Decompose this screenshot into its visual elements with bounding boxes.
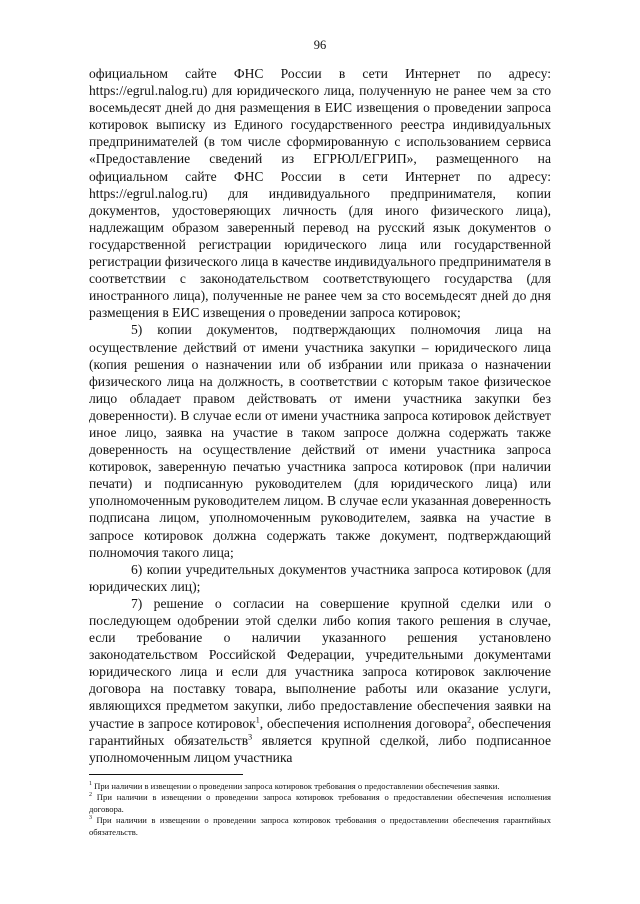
- footnote-1-text: При наличии в извещении о проведении запроса котировок требования о предоставлении обеспечения заявки.: [92, 781, 500, 791]
- paragraph-item-7: [89, 595, 551, 766]
- paragraph-item-7-part-b: , обеспечения исполнения договора: [259, 715, 468, 731]
- footnote-ref-2: 2: [467, 715, 472, 725]
- footnote-3: [89, 815, 551, 838]
- footnote-separator: [89, 774, 243, 775]
- paragraph-item-7-part-d: является крупной сделкой, либо подписанное уполномоченным лицом участника: [89, 732, 551, 765]
- paragraph-continuation: официальном сайте ФНС России в сети Интернет по адресу: https://egrul.nalog.ru) для юридического лица, полученную не ранее чем за сто восемьдесят дней до дня размещения в ЕИС извещения о проведении запроса котировок выписку из Единого государственного реестра индивидуальных предпринимателей (в том числе сформированную с использованием сервиса «Предоставление сведений из ЕГРЮЛ/ЕГРИП», размещенного на официальном сайте ФНС России в сети Интернет по адресу: https://egrul.nalog.ru) для индивидуального предпринимателя, копии документов, удостоверяющих личность (для иного физического лица), надлежащим образом заверенный перевод на русский язык документов о государственной регистрации юридического лица или государственной регистрации физического лица в качестве индивидуального предпринимателя в соответствии с законодательством соответствующего государства (для иностранного лица), полученные не ранее чем за сто восемьдесят дней до дня размещения в ЕИС извещения о проведении запроса котировок;: [89, 66, 551, 321]
- document-body: [89, 65, 551, 766]
- paragraph-item-6: 6) копии учредительных документов участника запроса котировок (для юридических лиц);: [89, 561, 551, 594]
- footnote-1: [89, 781, 551, 792]
- footnote-ref-3: 3: [248, 732, 253, 742]
- footnote-2: [89, 792, 551, 815]
- footnote-ref-1: 1: [255, 715, 260, 725]
- paragraph-item-7-part-a: 7) решение о согласии на совершение крупной сделки или о последующем одобрении этой сделки либо копия такого решения в случае, если требование о наличии указанного решения установлено законодательством Российской Федерации, учредительными документами юридического лица и если для участника запроса котировок заключение договора на поставку товара, выполнение работы или оказание услуги, являющихся предметом закупки, либо предоставление обеспечения заявки на участие в запросе котировок: [89, 595, 551, 731]
- paragraph-item-5: 5) копии документов, подтверждающих полномочия лица на осуществление действий от имени участника закупки – юридического лица (копия решения о назначении или об избрании или приказа о назначении физического лица на должность, в соответствии с которым такое физическое лицо обладает правом действовать от имени участника закупки без доверенности). В случае если от имени участника запроса котировок действует иное лицо, заявка на участие в таком запросе должна содержать также доверенность на осуществление действий от имени участника запроса котировок, заверенную печатью участника запроса котировок (при наличии печати) и подписанную руководителем (для юридического лица) или уполномоченным руководителем лицом. В случае если указанная доверенность подписана лицом, уполномоченным руководителем, заявка на участие в запросе котировок должна содержать также документ, подтверждающий полномочия такого лица;: [89, 322, 551, 560]
- footnote-3-mark: 3: [89, 815, 92, 822]
- page-number: 96: [313, 38, 327, 52]
- footnote-2-text: При наличии в извещении о проведении запроса котировок требования о предоставлении обеспечения исполнения договора.: [89, 792, 551, 814]
- footnote-2-mark: 2: [89, 792, 92, 799]
- footnote-1-mark: 1: [89, 781, 92, 788]
- paragraph-item-7-part-c: , обеспечения гарантийных обязательств: [89, 715, 551, 748]
- footnote-3-text: При наличии в извещении о проведении запроса котировок требования о предоставлении обеспечения гарантийных обязательств.: [89, 815, 551, 837]
- footnotes: [89, 781, 551, 838]
